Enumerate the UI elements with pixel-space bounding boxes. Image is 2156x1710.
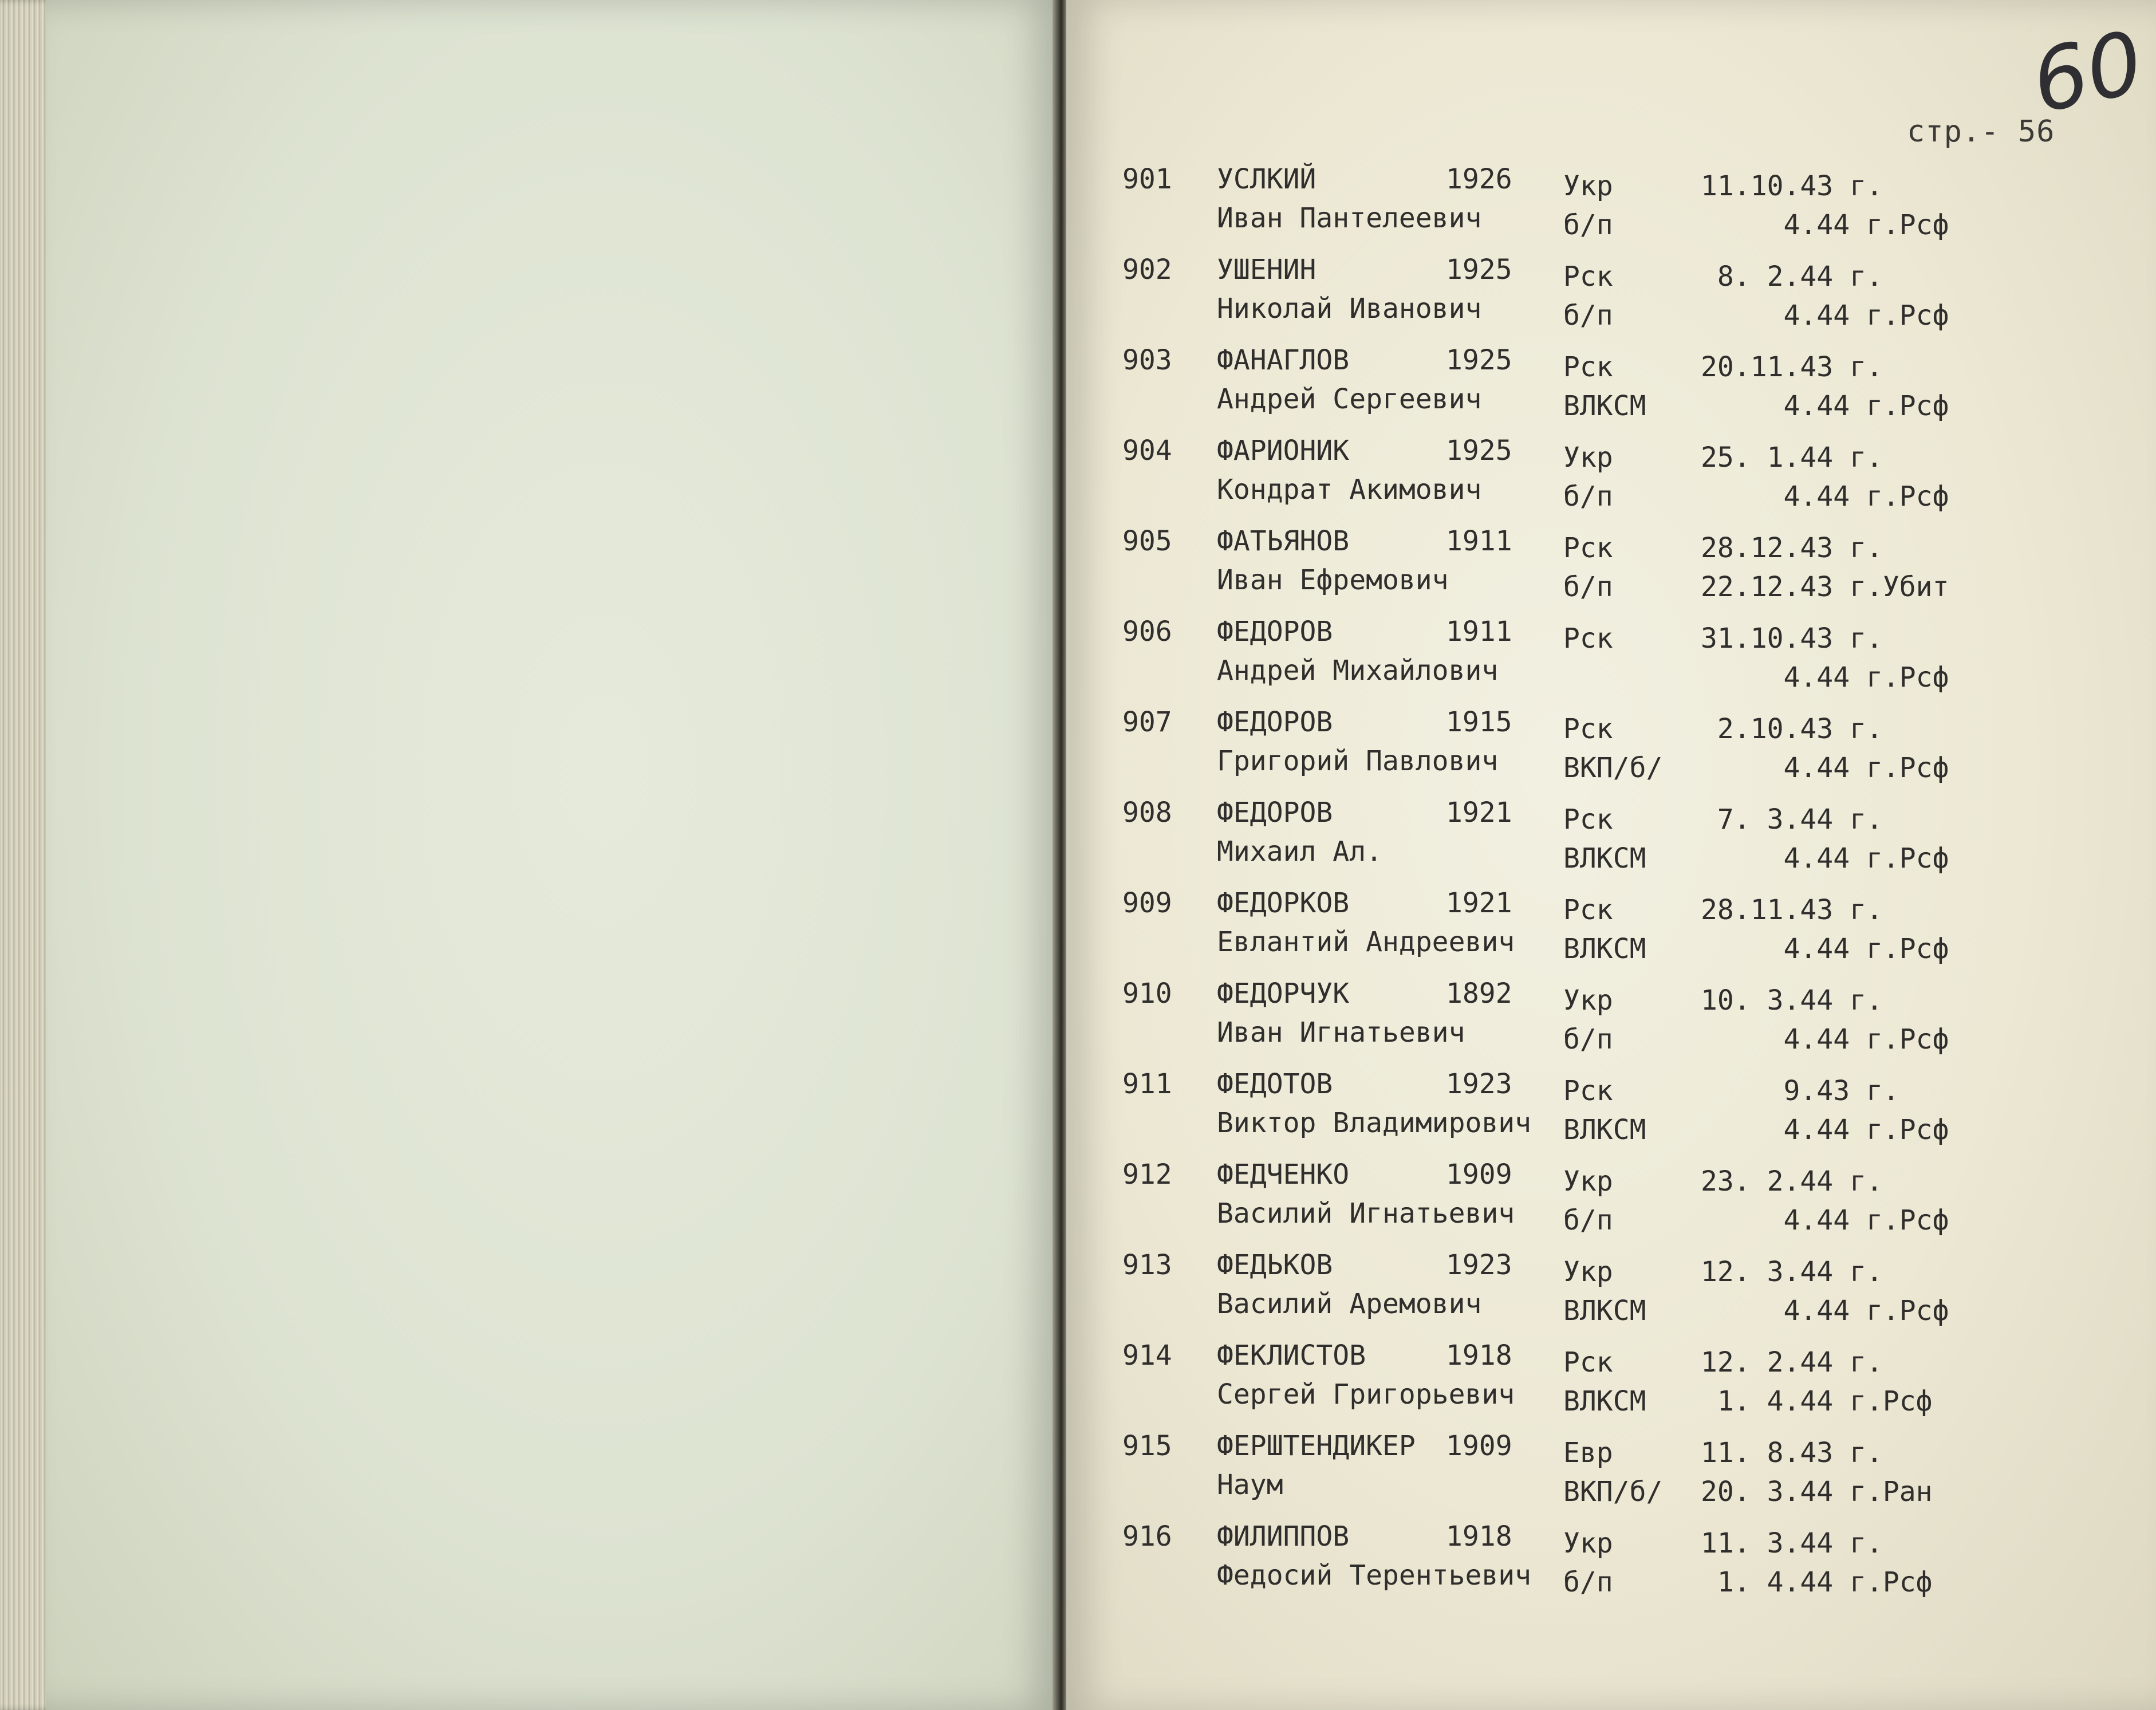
entry-number: 906 [1122, 616, 1172, 648]
entry-birth-year: 1921 [1446, 797, 1512, 829]
entry-given-names: Григорий Павлович [1217, 745, 1499, 777]
entry-date-2: 22.12.43 г.Убит [1701, 571, 1949, 603]
entry-party: ВЛКСМ [1563, 1385, 1646, 1417]
entry-nationality: Рск [1563, 803, 1613, 836]
entry-birth-year: 1909 [1446, 1430, 1512, 1462]
entry-surname: ФАРИОНИК [1217, 435, 1350, 467]
entry-given-names: Андрей Сергеевич [1217, 383, 1482, 415]
list-entry [1122, 616, 1981, 704]
entry-number: 911 [1122, 1068, 1172, 1100]
entry-date-2: 4.44 г.Рсф [1701, 842, 1949, 874]
entry-party: ВЛКСМ [1563, 842, 1646, 874]
entry-date-1: 7. 3.44 г. [1701, 803, 1883, 836]
list-entry [1122, 254, 1981, 342]
entry-number: 910 [1122, 978, 1172, 1010]
entry-surname: ФЕРШТЕНДИКЕР [1217, 1430, 1416, 1462]
entry-date-1: 8. 2.44 г. [1701, 261, 1883, 293]
entry-date-2: 1. 4.44 г.Рсф [1701, 1385, 1933, 1417]
entry-date-1: 9.43 г. [1701, 1075, 1899, 1107]
entry-surname: ФЕДОРОВ [1217, 616, 1333, 648]
list-entry [1122, 1520, 1981, 1609]
entry-date-2: 4.44 г.Рсф [1701, 209, 1949, 241]
entry-given-names: Иван Пантелеевич [1217, 202, 1482, 234]
entry-date-1: 2.10.43 г. [1701, 713, 1883, 745]
entry-party: б/п [1563, 480, 1613, 513]
entry-given-names: Иван Игнатьевич [1217, 1016, 1465, 1049]
entry-surname: ФЕДОРОВ [1217, 797, 1333, 829]
entry-date-2: 4.44 г.Рсф [1701, 1114, 1949, 1146]
entry-surname: ФЕДОРЧУК [1217, 978, 1350, 1010]
entry-date-2: 1. 4.44 г.Рсф [1701, 1566, 1933, 1598]
entry-surname: ФАНАГЛОВ [1217, 344, 1350, 376]
entry-date-1: 12. 3.44 г. [1701, 1256, 1883, 1288]
list-entry [1122, 1159, 1981, 1247]
entry-nationality: Рск [1563, 894, 1613, 926]
entry-party: ВКП/б/ [1563, 752, 1663, 784]
entry-birth-year: 1915 [1446, 706, 1512, 738]
list-entry [1122, 797, 1981, 885]
entry-date-2: 4.44 г.Рсф [1701, 1295, 1949, 1327]
entry-number: 915 [1122, 1430, 1172, 1462]
entry-given-names: Федосий Терентьевич [1217, 1559, 1532, 1591]
entry-surname: ФИЛИППОВ [1217, 1520, 1350, 1553]
entry-nationality: Евр [1563, 1437, 1613, 1469]
entry-party: б/п [1563, 1566, 1613, 1598]
entry-party: б/п [1563, 209, 1613, 241]
entry-birth-year: 1925 [1446, 435, 1512, 467]
entry-birth-year: 1923 [1446, 1249, 1512, 1281]
entry-given-names: Иван Ефремович [1217, 564, 1449, 596]
entry-birth-year: 1925 [1446, 254, 1512, 286]
entry-date-1: 23. 2.44 г. [1701, 1165, 1883, 1197]
entry-date-2: 20. 3.44 г.Ран [1701, 1476, 1933, 1508]
list-entry [1122, 525, 1981, 614]
list-entry [1122, 1430, 1981, 1519]
entry-given-names: Михаил Ал. [1217, 836, 1382, 868]
entry-party: б/п [1563, 571, 1613, 603]
entry-nationality: Укр [1563, 1527, 1613, 1559]
list-entry [1122, 706, 1981, 795]
entry-given-names: Николай Иванович [1217, 293, 1482, 325]
entry-nationality: Рск [1563, 261, 1613, 293]
list-entry [1122, 163, 1981, 252]
entry-date-1: 25. 1.44 г. [1701, 442, 1883, 474]
entry-birth-year: 1918 [1446, 1520, 1512, 1553]
entry-nationality: Рск [1563, 713, 1613, 745]
entry-date-2: 4.44 г.Рсф [1701, 390, 1949, 422]
entry-given-names: Василий Аремович [1217, 1288, 1482, 1320]
list-entry [1122, 1068, 1981, 1157]
entry-nationality: Укр [1563, 442, 1613, 474]
entry-number: 912 [1122, 1159, 1172, 1191]
entry-date-2: 4.44 г.Рсф [1701, 933, 1949, 965]
entry-party: б/п [1563, 300, 1613, 332]
list-entry [1122, 887, 1981, 976]
entry-nationality: Укр [1563, 170, 1613, 202]
left-page [46, 0, 1059, 1710]
entry-given-names: Сергей Григорьевич [1217, 1378, 1515, 1410]
entry-number: 907 [1122, 706, 1172, 738]
entry-number: 902 [1122, 254, 1172, 286]
entry-date-2: 4.44 г.Рсф [1701, 1204, 1949, 1236]
list-entry [1122, 344, 1981, 433]
entry-surname: ФЕДОРКОВ [1217, 887, 1350, 919]
entry-date-2: 4.44 г.Рсф [1701, 661, 1949, 694]
entry-given-names: Кондрат Акимович [1217, 474, 1482, 506]
entry-nationality: Укр [1563, 1256, 1613, 1288]
entry-date-2: 4.44 г.Рсф [1701, 1023, 1949, 1055]
entry-date-2: 4.44 г.Рсф [1701, 752, 1949, 784]
entry-date-1: 12. 2.44 г. [1701, 1346, 1883, 1378]
entry-party: ВЛКСМ [1563, 1114, 1646, 1146]
list-entry [1122, 1249, 1981, 1338]
entry-date-1: 28.12.43 г. [1701, 532, 1883, 564]
entry-date-1: 11. 8.43 г. [1701, 1437, 1883, 1469]
entry-given-names: Наум [1217, 1469, 1283, 1501]
entry-birth-year: 1926 [1446, 163, 1512, 195]
entry-number: 903 [1122, 344, 1172, 376]
entry-date-1: 10. 3.44 г. [1701, 984, 1883, 1016]
entry-date-1: 20.11.43 г. [1701, 351, 1883, 383]
entry-nationality: Рск [1563, 622, 1613, 655]
list-entry [1122, 1339, 1981, 1428]
entry-date-1: 28.11.43 г. [1701, 894, 1883, 926]
entry-given-names: Василий Игнатьевич [1217, 1197, 1515, 1230]
entry-nationality: Укр [1563, 984, 1613, 1016]
entry-birth-year: 1921 [1446, 887, 1512, 919]
entry-surname: УШЕНИН [1217, 254, 1317, 286]
entry-date-1: 11. 3.44 г. [1701, 1527, 1883, 1559]
entry-party: ВЛКСМ [1563, 1295, 1646, 1327]
entry-birth-year: 1911 [1446, 525, 1512, 557]
entry-birth-year: 1925 [1446, 344, 1512, 376]
entry-birth-year: 1923 [1446, 1068, 1512, 1100]
entry-surname: ФЕДОТОВ [1217, 1068, 1333, 1100]
entry-number: 905 [1122, 525, 1172, 557]
entry-surname: ФЕДЬКОВ [1217, 1249, 1333, 1281]
entry-number: 914 [1122, 1339, 1172, 1372]
entry-nationality: Рск [1563, 351, 1613, 383]
entry-number: 904 [1122, 435, 1172, 467]
entry-date-2: 4.44 г.Рсф [1701, 300, 1949, 332]
list-entry [1122, 435, 1981, 523]
entry-number: 908 [1122, 797, 1172, 829]
entry-nationality: Рск [1563, 1075, 1613, 1107]
handwritten-folio-number: 60 [2023, 13, 2151, 133]
entry-nationality: Рск [1563, 1346, 1613, 1378]
entry-given-names: Виктор Владимирович [1217, 1107, 1532, 1139]
entry-party: ВКП/б/ [1563, 1476, 1663, 1508]
entry-date-1: 31.10.43 г. [1701, 622, 1883, 655]
page-number: стр.- 56 [1907, 115, 2055, 149]
entry-birth-year: 1909 [1446, 1159, 1512, 1191]
entry-number: 913 [1122, 1249, 1172, 1281]
entry-date-1: 11.10.43 г. [1701, 170, 1883, 202]
entry-given-names: Андрей Михайлович [1217, 655, 1499, 687]
entry-surname: УСЛКИЙ [1217, 163, 1317, 195]
list-entry [1122, 978, 1981, 1066]
entry-birth-year: 1911 [1446, 616, 1512, 648]
entry-party: ВЛКСМ [1563, 390, 1646, 422]
entry-surname: ФЕДЧЕНКО [1217, 1159, 1350, 1191]
entry-number: 916 [1122, 1520, 1172, 1553]
entry-nationality: Укр [1563, 1165, 1613, 1197]
entry-party: б/п [1563, 1023, 1613, 1055]
entry-given-names: Евлантий Андреевич [1217, 926, 1515, 958]
entry-party: б/п [1563, 1204, 1613, 1236]
entry-nationality: Рск [1563, 532, 1613, 564]
entry-surname: ФЕДОРОВ [1217, 706, 1333, 738]
entry-number: 901 [1122, 163, 1172, 195]
entry-birth-year: 1918 [1446, 1339, 1512, 1372]
entry-party: ВЛКСМ [1563, 933, 1646, 965]
entry-surname: ФЕКЛИСТОВ [1217, 1339, 1366, 1372]
entry-date-2: 4.44 г.Рсф [1701, 480, 1949, 513]
entry-birth-year: 1892 [1446, 978, 1512, 1010]
entry-surname: ФАТЬЯНОВ [1217, 525, 1350, 557]
entry-number: 909 [1122, 887, 1172, 919]
